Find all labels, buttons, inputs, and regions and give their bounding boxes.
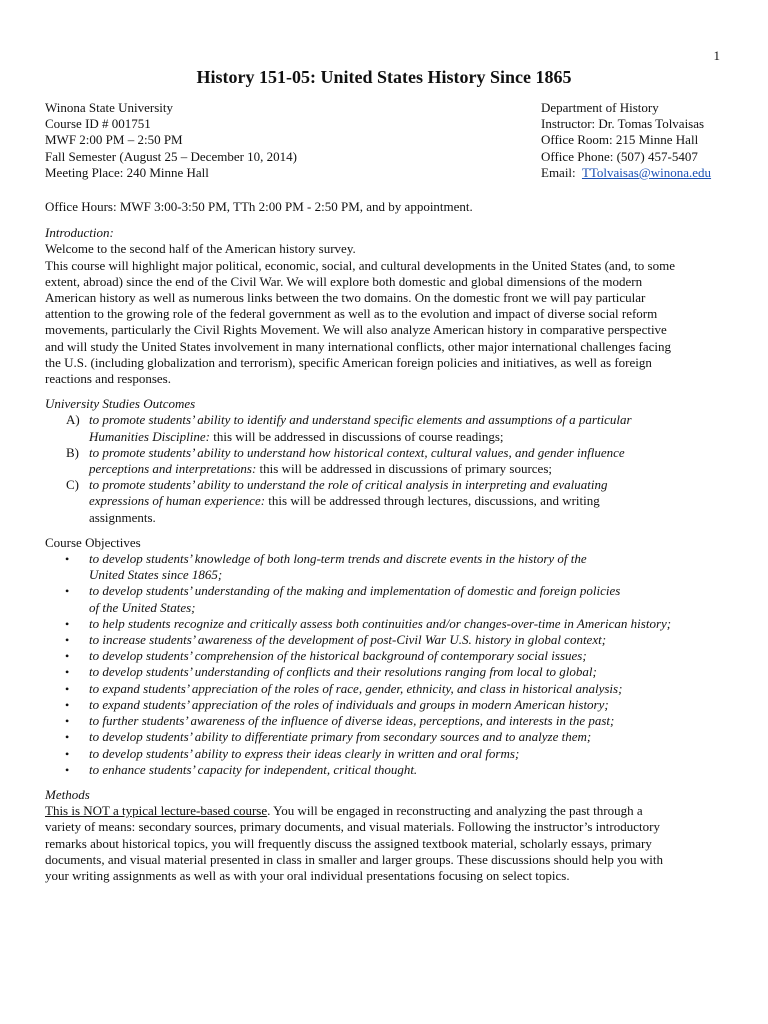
email-label: Email: bbox=[541, 164, 576, 180]
document-title: History 151-05: United States History Since 1865 bbox=[196, 67, 572, 87]
bullet-icon: • bbox=[65, 730, 70, 745]
introduction-line: reactions and responses. bbox=[45, 371, 171, 387]
objective-item bbox=[45, 681, 723, 697]
objective-item bbox=[45, 713, 723, 729]
outcome-letter: B) bbox=[66, 444, 79, 460]
outcome-item bbox=[45, 445, 723, 477]
bullet-icon: • bbox=[65, 762, 70, 777]
outcome-letter: C) bbox=[66, 477, 79, 493]
objectives-heading: Course Objectives bbox=[45, 534, 141, 550]
outcomes-heading: University Studies Outcomes bbox=[45, 396, 196, 412]
bullet-icon: • bbox=[65, 633, 70, 648]
objective-text: to expand students’ appreciation of the roles of individuals and groups in modern American history; bbox=[89, 696, 609, 712]
semester: Fall Semester (August 25 – December 10, 2014) bbox=[45, 148, 298, 164]
objectives-list bbox=[45, 551, 723, 778]
methods-line: documents, and visual material presented in class in smaller and larger groups. These discussions should help you with bbox=[45, 851, 663, 867]
introduction-line: the U.S. (including globalization and terrorism), specific American foreign policies and initiatives, as well as foreign bbox=[45, 354, 652, 370]
objective-item bbox=[45, 551, 723, 583]
objective-text: to develop students’ comprehension of the historical background of contemporary social issues; bbox=[89, 648, 587, 664]
outcome-detail: this will be addressed in discussions of primary sources; bbox=[256, 461, 553, 477]
methods-line: remarks about historical topics, you will frequently discuss the assigned textbook material, scholarly essays, primary bbox=[45, 835, 652, 851]
outcome-text bbox=[89, 493, 723, 509]
meeting-time: MWF 2:00 PM – 2:50 PM bbox=[45, 132, 183, 148]
objective-item bbox=[45, 632, 723, 648]
methods-section bbox=[45, 787, 723, 884]
department: Department of History bbox=[541, 100, 659, 115]
methods-heading: Methods bbox=[45, 786, 90, 802]
objective-text: to develop students’ understanding of conflicts and their resolutions ranging from local to global; bbox=[89, 664, 597, 680]
objective-item bbox=[45, 729, 723, 745]
meeting-place: Meeting Place: 240 Minne Hall bbox=[45, 164, 209, 180]
outcome-text bbox=[89, 429, 723, 445]
outcome-discipline: Humanities Discipline: bbox=[89, 428, 210, 444]
introduction-line: and will study the United States involvement in many international conflicts, other major international challenges facing bbox=[45, 338, 671, 354]
objective-text: to develop students’ ability to differentiate primary from secondary sources and to analyze them; bbox=[89, 729, 592, 745]
office-hours: Office Hours: MWF 3:00-3:50 PM, TTh 2:00 PM - 2:50 PM, and by appointment. bbox=[45, 199, 473, 214]
outcome-detail: this will be addressed through lectures, discussions, and writing bbox=[265, 493, 600, 509]
bullet-icon: • bbox=[65, 584, 70, 599]
outcome-item bbox=[45, 412, 723, 444]
bullet-icon: • bbox=[65, 552, 70, 567]
introduction-line: attention to the growing role of the federal government as well as to the evolution and impact of diverse social reform bbox=[45, 306, 658, 322]
objective-item bbox=[45, 697, 723, 713]
university-name: Winona State University bbox=[45, 100, 174, 115]
objective-text: to enhance students’ capacity for independent, critical thought. bbox=[89, 761, 418, 777]
bullet-icon: • bbox=[65, 681, 70, 696]
objective-text: to expand students’ appreciation of the roles of race, gender, ethnicity, and class in historical analysis; bbox=[89, 680, 623, 696]
objective-item bbox=[45, 616, 723, 632]
objective-item bbox=[45, 583, 723, 615]
introduction-line: American history as well as numerous links between the two domains. On the domestic front we will pay particular bbox=[45, 290, 646, 306]
objective-item bbox=[45, 746, 723, 762]
outcome-text: to promote students’ ability to understand how historical context, cultural values, and gender influence bbox=[89, 444, 625, 460]
outcome-letter: A) bbox=[66, 412, 80, 428]
objective-text: to develop students’ ability to express their ideas clearly in written and oral forms; bbox=[89, 745, 520, 761]
email-line bbox=[541, 165, 711, 181]
office-room: Office Room: 215 Minne Hall bbox=[541, 132, 699, 148]
methods-line: your writing assignments as well as with your oral individual presentations focusing on select topics. bbox=[45, 867, 570, 883]
bullet-icon: • bbox=[65, 746, 70, 761]
bullet-icon: • bbox=[65, 714, 70, 729]
objective-text: to increase students’ awareness of the development of post-Civil War U.S. history in global context; bbox=[89, 632, 607, 648]
bullet-icon: • bbox=[65, 649, 70, 664]
outcome-text: to promote students’ ability to understand the role of critical analysis in interpreting and evaluating bbox=[89, 477, 608, 493]
bullet-icon: • bbox=[65, 665, 70, 680]
outcome-detail: this will be addressed in discussions of course readings; bbox=[209, 428, 504, 444]
introduction-line: Welcome to the second half of the American history survey. bbox=[45, 241, 356, 257]
introduction-section bbox=[45, 225, 723, 387]
instructor: Instructor: Dr. Tomas Tolvaisas bbox=[541, 116, 705, 132]
objective-text: to help students recognize and critically assess both continuities and/or changes-over-time in American history; bbox=[89, 615, 672, 631]
introduction-line: movements, particularly the Civil Rights Movement. We will also analyze American history in comparative perspective bbox=[45, 322, 667, 338]
outcomes-section bbox=[45, 396, 723, 526]
outcomes-list bbox=[45, 412, 723, 525]
objective-item bbox=[45, 664, 723, 680]
objective-text: to develop students’ knowledge of both long-term trends and discrete events in the history of the bbox=[89, 551, 587, 567]
objective-item bbox=[45, 648, 723, 664]
methods-line bbox=[45, 803, 723, 819]
objective-text: to develop students’ understanding of the making and implementation of domestic and foreign policies bbox=[89, 583, 621, 599]
outcome-discipline: perceptions and interpretations: bbox=[89, 461, 257, 477]
methods-text: . You will be engaged in reconstructing and analyzing the past through a bbox=[267, 803, 643, 819]
bullet-icon: • bbox=[65, 616, 70, 631]
page-number: 1 bbox=[713, 48, 720, 63]
instructor-info bbox=[541, 100, 711, 181]
outcome-item bbox=[45, 477, 723, 526]
outcome-text bbox=[89, 461, 723, 477]
objective-item bbox=[45, 762, 723, 778]
course-id: Course ID # 001751 bbox=[45, 116, 151, 132]
objective-text: to further students’ awareness of the influence of diverse ideas, perceptions, and interests in the past; bbox=[89, 713, 615, 729]
office-phone: Office Phone: (507) 457-5407 bbox=[541, 148, 698, 164]
outcome-text: to promote students’ ability to identify and understand specific elements and assumptions of a particular bbox=[89, 412, 632, 428]
objectives-section bbox=[45, 535, 723, 778]
course-info bbox=[45, 100, 297, 181]
objective-text: United States since 1865; bbox=[89, 567, 223, 583]
outcome-text: assignments. bbox=[89, 509, 156, 525]
methods-line: variety of means: secondary sources, primary documents, and visual materials. Following the instructor’s introductory bbox=[45, 819, 660, 835]
methods-emphasis: This is NOT a typical lecture-based course bbox=[45, 803, 268, 819]
syllabus-body bbox=[45, 199, 723, 884]
bullet-icon: • bbox=[65, 697, 70, 712]
objective-text: of the United States; bbox=[89, 599, 196, 615]
email-link[interactable]: TTolvaisas@winona.edu bbox=[581, 164, 712, 180]
introduction-heading: Introduction: bbox=[45, 225, 114, 241]
outcome-discipline: expressions of human experience: bbox=[89, 493, 266, 509]
introduction-line: extent, abroad) since the end of the Civil War. We will explore both domestic and global dimensions of the modern bbox=[45, 273, 643, 289]
introduction-line: This course will highlight major political, economic, social, and cultural developments in the United States (and, to some bbox=[45, 257, 675, 273]
